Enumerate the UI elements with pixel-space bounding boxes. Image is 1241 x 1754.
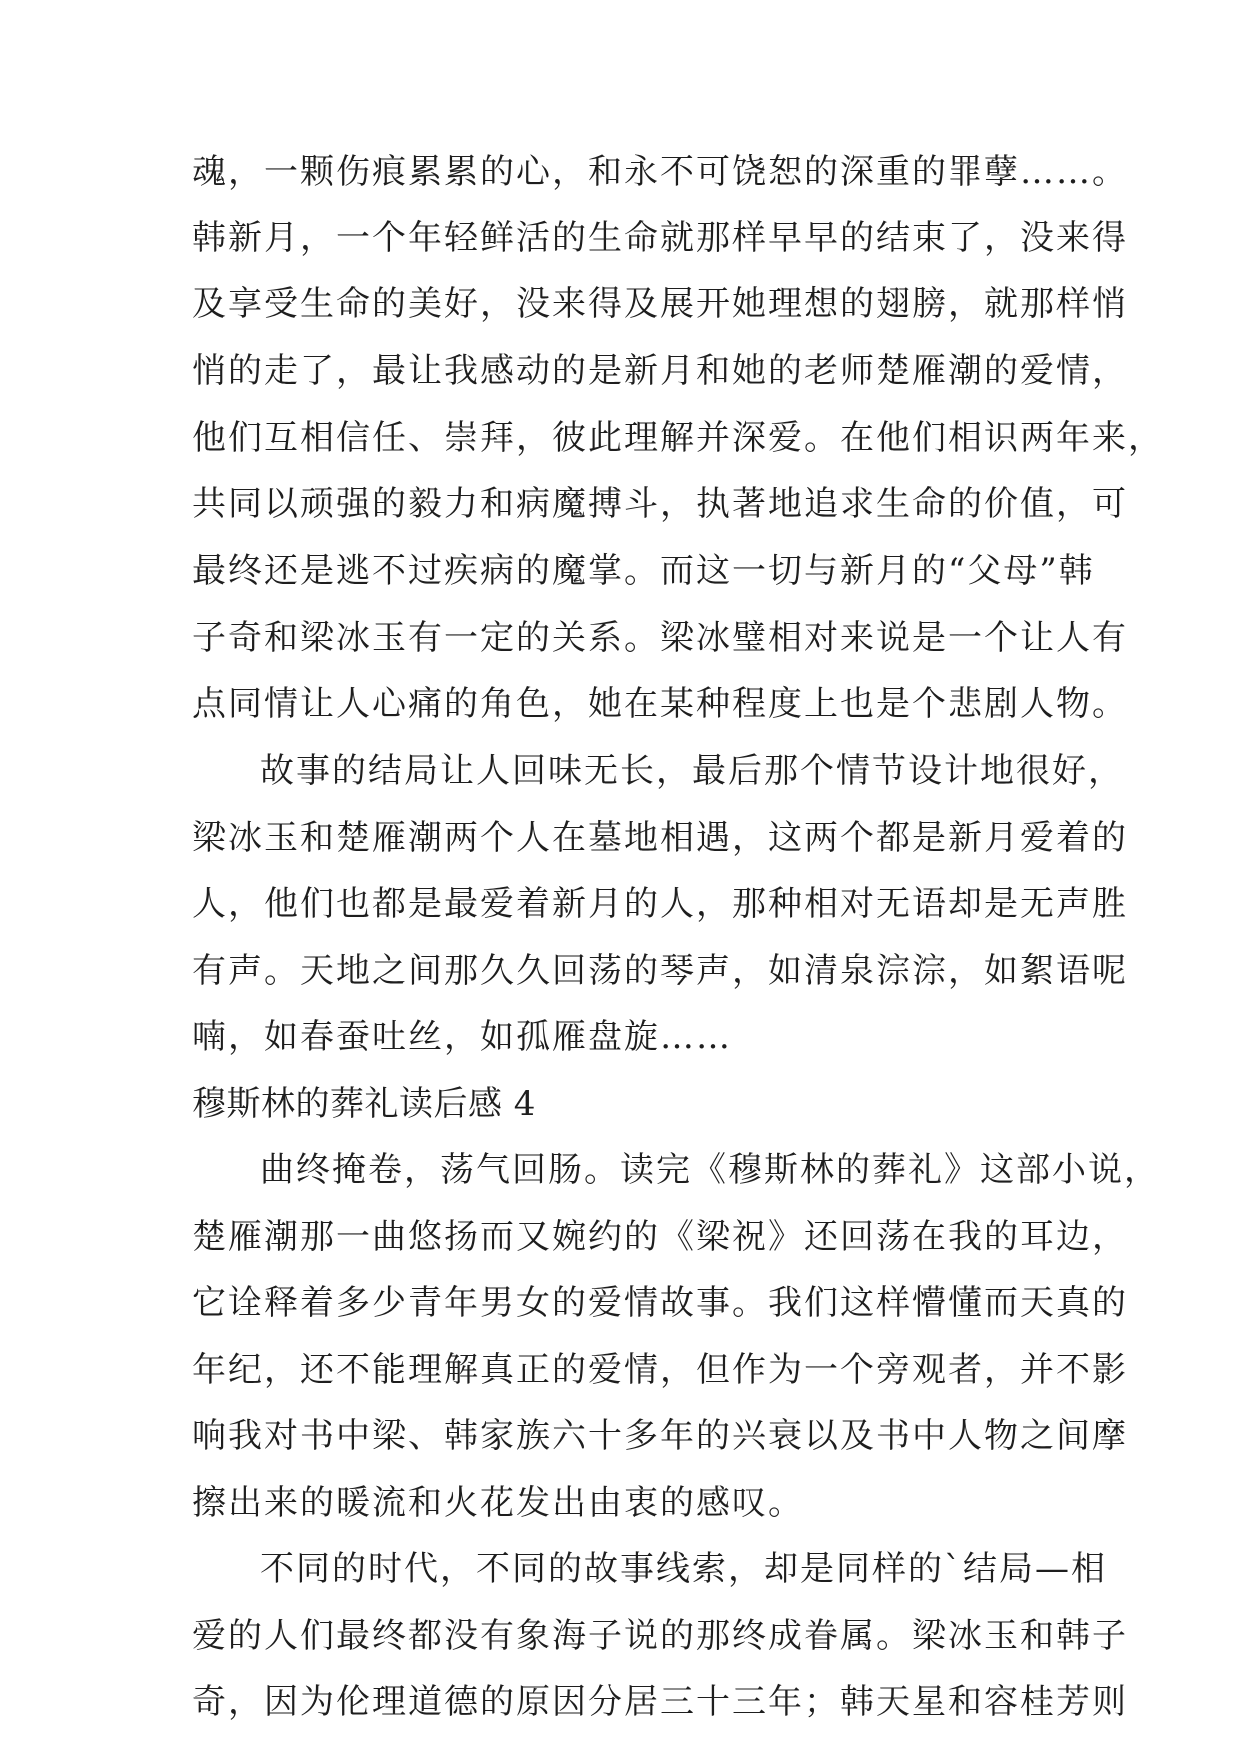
text-line: 楚雁潮那一曲悠扬而又婉约的《梁祝》还回荡在我的耳边， xyxy=(192,1217,1128,1257)
text-line: 点同情让人心痛的角色，她在某种程度上也是个悲剧人物。 xyxy=(192,684,1128,724)
section-heading: 穆斯林的葬礼读后感 4 xyxy=(192,1084,536,1124)
text-line: 擦出来的暖流和火花发出由衷的感叹。 xyxy=(192,1483,804,1523)
text-line: 爱的人们最终都没有象海子说的那终成眷属。梁冰玉和韩子 xyxy=(192,1616,1128,1656)
text-line: 梁冰玉和楚雁潮两个人在墓地相遇，这两个都是新月爱着的 xyxy=(192,818,1128,858)
text-line: 有声。天地之间那久久回荡的琴声，如清泉淙淙，如絮语呢 xyxy=(192,951,1128,991)
text-line: 不同的时代，不同的故事线索，却是同样的`结局—相 xyxy=(260,1549,1107,1589)
text-line: 喃，如春蚕吐丝，如孤雁盘旋…… xyxy=(192,1017,732,1057)
text-line: 故事的结局让人回味无长，最后那个情节设计地很好， xyxy=(260,751,1124,791)
text-line: 它诠释着多少青年男女的爱情故事。我们这样懵懂而天真的 xyxy=(192,1283,1128,1323)
text-line: 响我对书中梁、韩家族六十多年的兴衰以及书中人物之间摩 xyxy=(192,1416,1128,1456)
text-line: 他们互相信任、崇拜，彼此理解并深爱。在他们相识两年来， xyxy=(192,418,1164,458)
text-line: 年纪，还不能理解真正的爱情，但作为一个旁观者，并不影 xyxy=(192,1350,1128,1390)
text-line: 奇，因为伦理道德的原因分居三十三年；韩天星和容桂芳则 xyxy=(192,1682,1128,1722)
text-line: 及享受生命的美好，没来得及展开她理想的翅膀，就那样悄 xyxy=(192,284,1128,324)
text-line: 悄的走了，最让我感动的是新月和她的老师楚雁潮的爱情， xyxy=(192,351,1128,391)
text-line: 魂，一颗伤痕累累的心，和永不可饶恕的深重的罪孽……。 xyxy=(192,152,1128,192)
text-line: 共同以顽强的毅力和病魔搏斗，执著地追求生命的价值，可 xyxy=(192,484,1128,524)
text-line: 曲终掩卷，荡气回肠。读完《穆斯林的葬礼》这部小说， xyxy=(260,1150,1160,1190)
text-line: 子奇和梁冰玉有一定的关系。梁冰璧相对来说是一个让人有 xyxy=(192,618,1128,658)
text-line: 人，他们也都是最爱着新月的人，那种相对无语却是无声胜 xyxy=(192,884,1128,924)
text-line: 韩新月，一个年轻鲜活的生命就那样早早的结束了，没来得 xyxy=(192,218,1128,258)
text-line: 最终还是逃不过疾病的魔掌。而这一切与新月的“父母”韩 xyxy=(192,551,1095,591)
